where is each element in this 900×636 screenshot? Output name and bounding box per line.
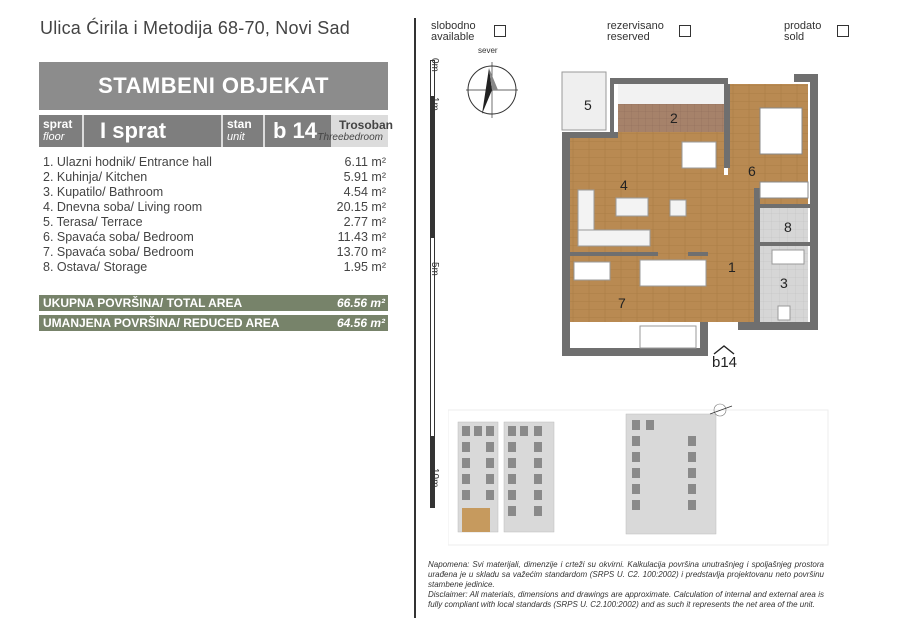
total-area-value: 66.56 m²	[336, 296, 385, 310]
floor-plan	[548, 70, 838, 370]
room-item: 2. Kuhinja/ Kitchen 5.91 m²	[43, 170, 386, 184]
floor-value-cell	[84, 115, 221, 147]
reduced-area-value: 64.56 m²	[336, 316, 385, 330]
reduced-area-row	[39, 315, 388, 331]
room-item: 6. Spavaća soba/ Bedroom 11.43 m²	[43, 230, 386, 244]
scale-label: 0m	[429, 58, 440, 72]
type-sr: Trosoban	[339, 118, 394, 132]
plan-room-number: 4	[620, 177, 628, 193]
disclaimer-sr-label: Napomena:	[428, 560, 470, 569]
floor-value: I sprat	[100, 118, 167, 143]
status-available: slobodno available	[431, 20, 476, 43]
divider	[414, 18, 416, 618]
plan-room-number: 8	[784, 219, 792, 235]
building-title: STAMBENI OBJEKAT	[98, 73, 329, 98]
disclaimer	[428, 560, 824, 610]
scale-bar	[430, 60, 435, 508]
scale-label: 10m	[429, 468, 440, 488]
room-item: 1. Ulazni hodnik/ Entrance hall 6.11 m²	[43, 155, 386, 169]
plan-room-number: 1	[728, 259, 736, 275]
available-checkbox[interactable]	[494, 25, 506, 37]
unit-label-sr: stan	[227, 117, 252, 131]
scale-label: 1m	[429, 97, 440, 111]
unit-marker: b14	[712, 354, 738, 371]
floor-label-cell	[39, 115, 82, 147]
highlighted-unit	[462, 508, 490, 532]
room-item: 5. Terasa/ Terrace 2.77 m²	[43, 215, 386, 229]
unit-label-cell	[223, 115, 263, 147]
plan-room-number: 5	[584, 97, 592, 113]
type-en: Threebedroom	[317, 132, 383, 143]
reduced-area-label: UMANJENA POVRŠINA/ REDUCED AREA	[43, 316, 280, 330]
scale-label: 5m	[429, 262, 440, 276]
sold-checkbox[interactable]	[837, 25, 849, 37]
address: Ulica Ćirila i Metodija 68-70, Novi Sad	[40, 18, 350, 38]
site-key-plan	[448, 400, 838, 548]
room-item: 7. Spavaća soba/ Bedroom 13.70 m²	[43, 245, 386, 259]
status-reserved: rezervisano reserved	[607, 20, 664, 43]
unit-value: b 14	[273, 118, 318, 143]
total-area-row	[39, 295, 388, 311]
status-sold: prodato sold	[784, 20, 822, 43]
compass-label: sever	[478, 46, 498, 55]
floor-label-en: floor	[43, 131, 65, 143]
room-item: 8. Ostava/ Storage 1.95 m²	[43, 260, 386, 274]
building-title-banner	[39, 62, 388, 110]
room-item: 3. Kupatilo/ Bathroom 4.54 m²	[43, 185, 386, 199]
disclaimer-en-label: Disclaimer:	[428, 590, 468, 599]
disclaimer-sr: Svi materijali, dimenzije i crteži su okvirni. Kalkulacija površina unutrašnjeg i spoljašnjeg prostora urađena je u skladu sa važećim standardom (SRPS U. C2. 100:2002) i predstavlja projektovanu neto površinu stambene jedinice.	[428, 560, 824, 589]
reserved-checkbox[interactable]	[679, 25, 691, 37]
disclaimer-en: All materials, dimensions and drawings are approximate. Calculation of internal and external area is fully compliant with local standards (SRPS U. C2.100:2002) and as such it represents the net area of the unit.	[428, 590, 824, 609]
plan-room-number: 7	[618, 295, 626, 311]
plan-room-number: 3	[780, 275, 788, 291]
plan-room-number: 6	[748, 163, 756, 179]
unit-info-band	[39, 115, 394, 147]
room-item: 4. Dnevna soba/ Living room 20.15 m²	[43, 200, 386, 214]
total-area-label: UKUPNA POVRŠINA/ TOTAL AREA	[43, 296, 243, 310]
plan-room-number: 2	[670, 110, 678, 126]
compass	[462, 50, 522, 130]
floor-label-sr: sprat	[43, 117, 73, 131]
unit-label-en: unit	[227, 131, 245, 143]
